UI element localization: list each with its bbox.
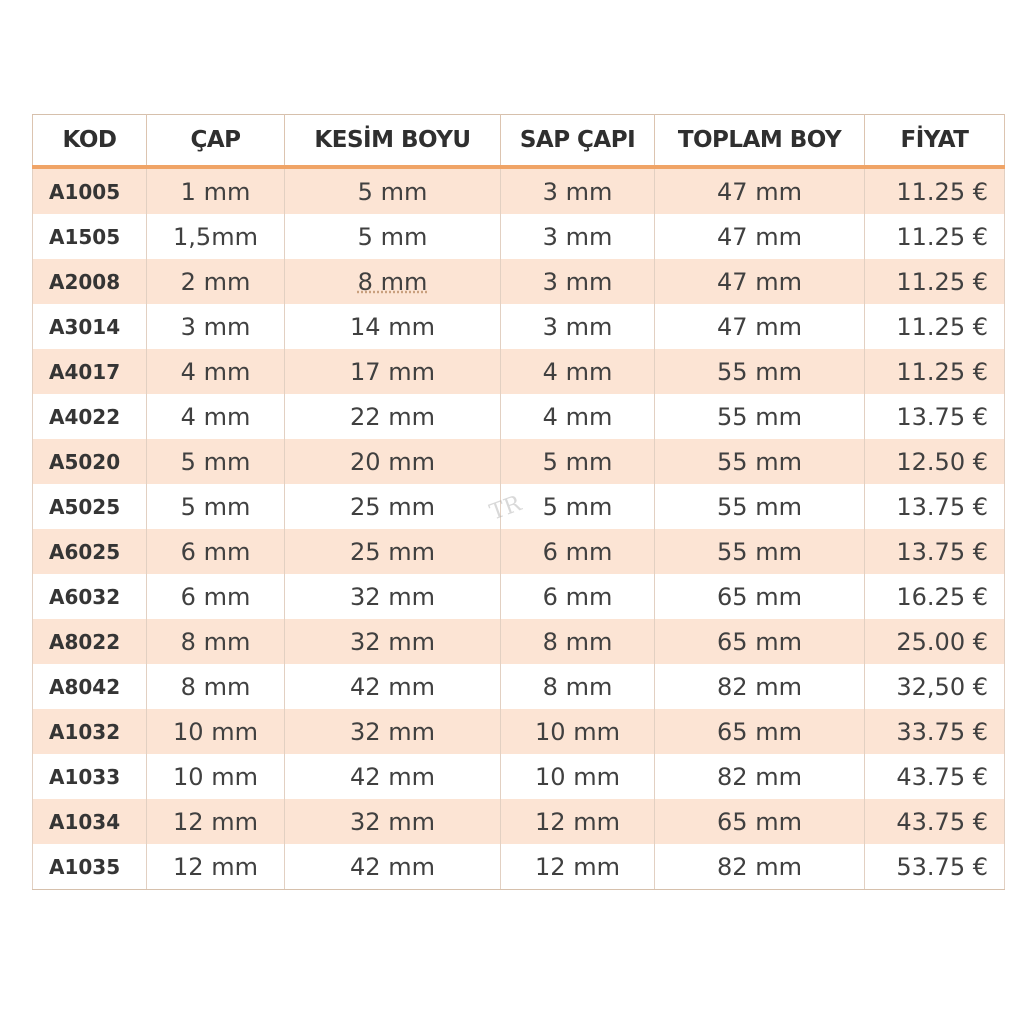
table-row [33, 844, 1005, 890]
cell-toplam-boy: 82 mm [655, 844, 865, 890]
cell-kesim-boyu: 25 mm [285, 529, 501, 574]
cell-toplam-boy: 55 mm [655, 439, 865, 484]
table-row [33, 754, 1005, 799]
cell-toplam-boy: 55 mm [655, 484, 865, 529]
cell-cap: 8 mm [147, 664, 285, 709]
cell-toplam-boy: 55 mm [655, 529, 865, 574]
cell-cap: 4 mm [147, 394, 285, 439]
table-row [33, 619, 1005, 664]
table-row [33, 439, 1005, 484]
price-table [32, 114, 1005, 890]
cell-kesim-boyu: 5 mm [285, 167, 501, 214]
cell-kesim-boyu: 42 mm [285, 664, 501, 709]
cell-cap: 5 mm [147, 484, 285, 529]
cell-cap: 5 mm [147, 439, 285, 484]
cell-cap: 12 mm [147, 799, 285, 844]
cell-sap-capi: 12 mm [501, 844, 655, 890]
cell-toplam-boy: 55 mm [655, 394, 865, 439]
cell-fiyat: 43.75 € [865, 799, 1005, 844]
cell-sap-capi: 3 mm [501, 214, 655, 259]
cell-fiyat: 11.25 € [865, 349, 1005, 394]
header-kesim-boyu: KESİM BOYU [285, 115, 501, 168]
cell-cap: 2 mm [147, 259, 285, 304]
cell-cap: 8 mm [147, 619, 285, 664]
cell-cap: 10 mm [147, 754, 285, 799]
table-row [33, 349, 1005, 394]
cell-kod: A1033 [33, 754, 147, 799]
cell-sap-capi: 5 mm [501, 484, 655, 529]
cell-kod: A8022 [33, 619, 147, 664]
cell-kod: A6032 [33, 574, 147, 619]
cell-kesim-boyu: 5 mm [285, 214, 501, 259]
header-kod: KOD [33, 115, 147, 168]
header-row [33, 115, 1005, 168]
table-row [33, 709, 1005, 754]
cell-kod: A5020 [33, 439, 147, 484]
cell-kod: A1034 [33, 799, 147, 844]
cell-fiyat: 12.50 € [865, 439, 1005, 484]
table-row [33, 167, 1005, 214]
header-cap: ÇAP [147, 115, 285, 168]
cell-kesim-boyu: 25 mm [285, 484, 501, 529]
cell-sap-capi: 8 mm [501, 619, 655, 664]
cell-kesim-boyu: 22 mm [285, 394, 501, 439]
cell-cap: 4 mm [147, 349, 285, 394]
table-row [33, 259, 1005, 304]
cell-kod: A5025 [33, 484, 147, 529]
cell-kod: A2008 [33, 259, 147, 304]
cell-kod: A4022 [33, 394, 147, 439]
cell-fiyat: 33.75 € [865, 709, 1005, 754]
cell-kod: A3014 [33, 304, 147, 349]
cell-sap-capi: 10 mm [501, 754, 655, 799]
cell-kod: A8042 [33, 664, 147, 709]
cell-sap-capi: 8 mm [501, 664, 655, 709]
cell-toplam-boy: 47 mm [655, 259, 865, 304]
cell-fiyat: 11.25 € [865, 259, 1005, 304]
cell-cap: 12 mm [147, 844, 285, 890]
cell-sap-capi: 6 mm [501, 574, 655, 619]
cell-sap-capi: 3 mm [501, 304, 655, 349]
cell-sap-capi: 12 mm [501, 799, 655, 844]
table-row [33, 304, 1005, 349]
cell-sap-capi: 4 mm [501, 349, 655, 394]
cell-sap-capi: 10 mm [501, 709, 655, 754]
cell-fiyat: 13.75 € [865, 484, 1005, 529]
cell-toplam-boy: 82 mm [655, 754, 865, 799]
cell-kesim-boyu: 20 mm [285, 439, 501, 484]
table-row [33, 799, 1005, 844]
cell-fiyat: 13.75 € [865, 529, 1005, 574]
cell-toplam-boy: 65 mm [655, 709, 865, 754]
cell-toplam-boy: 82 mm [655, 664, 865, 709]
cell-sap-capi: 3 mm [501, 167, 655, 214]
cell-kesim-boyu: 8 mm [285, 259, 501, 304]
cell-fiyat: 13.75 € [865, 394, 1005, 439]
cell-fiyat: 11.25 € [865, 167, 1005, 214]
cell-kesim-boyu: 32 mm [285, 709, 501, 754]
header-toplam-boy: TOPLAM BOY [655, 115, 865, 168]
cell-kod: A4017 [33, 349, 147, 394]
table-row [33, 574, 1005, 619]
cell-sap-capi: 6 mm [501, 529, 655, 574]
cell-cap: 6 mm [147, 529, 285, 574]
cell-toplam-boy: 47 mm [655, 167, 865, 214]
table-row [33, 394, 1005, 439]
cell-kod: A1005 [33, 167, 147, 214]
cell-cap: 1 mm [147, 167, 285, 214]
cell-kesim-boyu: 32 mm [285, 619, 501, 664]
cell-sap-capi: 3 mm [501, 259, 655, 304]
cell-kesim-boyu: 17 mm [285, 349, 501, 394]
table-row [33, 484, 1005, 529]
cell-kod: A6025 [33, 529, 147, 574]
cell-sap-capi: 4 mm [501, 394, 655, 439]
cell-toplam-boy: 65 mm [655, 799, 865, 844]
cell-kod: A1035 [33, 844, 147, 890]
table-row [33, 529, 1005, 574]
cell-toplam-boy: 65 mm [655, 574, 865, 619]
cell-fiyat: 43.75 € [865, 754, 1005, 799]
cell-kesim-boyu: 32 mm [285, 799, 501, 844]
watermark: TR [486, 491, 525, 526]
cell-toplam-boy: 47 mm [655, 304, 865, 349]
cell-cap: 10 mm [147, 709, 285, 754]
table-row [33, 664, 1005, 709]
cell-toplam-boy: 65 mm [655, 619, 865, 664]
header-sap-capi: SAP ÇAPI [501, 115, 655, 168]
cell-kod: A1505 [33, 214, 147, 259]
cell-kod: A1032 [33, 709, 147, 754]
table-body [33, 167, 1005, 890]
cell-kesim-boyu: 14 mm [285, 304, 501, 349]
cell-fiyat: 53.75 € [865, 844, 1005, 890]
cell-sap-capi: 5 mm [501, 439, 655, 484]
cell-kesim-boyu: 32 mm [285, 574, 501, 619]
cell-fiyat: 11.25 € [865, 304, 1005, 349]
cell-cap: 3 mm [147, 304, 285, 349]
cell-toplam-boy: 47 mm [655, 214, 865, 259]
header-fiyat: FİYAT [865, 115, 1005, 168]
cell-kesim-boyu: 42 mm [285, 754, 501, 799]
table-row [33, 214, 1005, 259]
cell-fiyat: 25.00 € [865, 619, 1005, 664]
cell-cap: 1,5mm [147, 214, 285, 259]
cell-cap: 6 mm [147, 574, 285, 619]
cell-fiyat: 32,50 € [865, 664, 1005, 709]
cell-kesim-boyu: 42 mm [285, 844, 501, 890]
cell-fiyat: 16.25 € [865, 574, 1005, 619]
cell-toplam-boy: 55 mm [655, 349, 865, 394]
cell-fiyat: 11.25 € [865, 214, 1005, 259]
